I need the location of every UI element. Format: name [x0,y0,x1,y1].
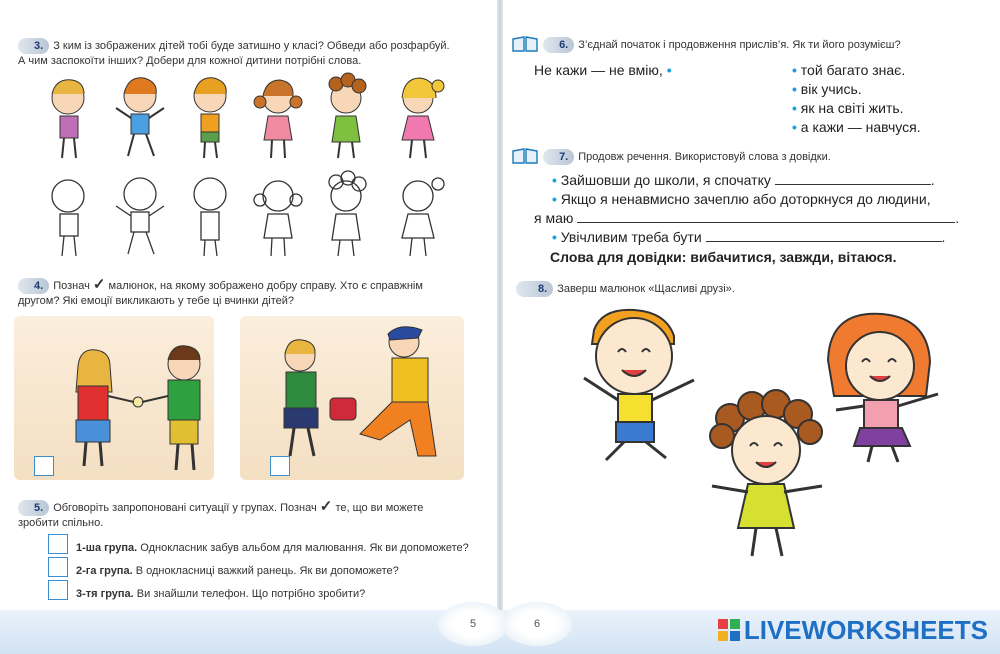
task-3-text-line1: З ким із зображених дітей тобі буде затишно у класі? Обведи або розфарбуй. [53,40,450,52]
bullet-icon: • [666,62,672,78]
book-icon [512,148,538,164]
proverb-start[interactable] [534,62,672,78]
task-7-text: Продовж речення. Використовуй слова з довідки. [578,151,831,163]
group-3-text: Ви знайшли телефон. Що потрібно зробити? [136,588,366,600]
child-surprised-colored [194,78,226,158]
sentence-3-answer-blank[interactable] [706,229,942,242]
bullet-icon: • [792,119,797,135]
task-8-text: Заверш малюнок «Щасливі друзі». [557,283,735,295]
task-6 [512,36,992,53]
task-4-text-line2: другом? Які емоції викликають у тебе ці вчинки дітей? [18,295,295,307]
task-5 [18,500,488,530]
bullet-icon: • [792,81,797,97]
scene-1-checkbox[interactable] [34,456,54,476]
group-3-item [76,587,365,601]
child-curly-hair-colored [329,73,366,158]
task-3-text-line2: А чим заспокоїти інших? Добери для кожної дитини потрібні слова. [18,55,362,67]
hint-words [550,249,896,265]
right-page [502,0,1000,654]
group-2-item [76,564,399,578]
sentence-1 [552,172,935,188]
group-1-label: 1-ша група. [76,542,138,554]
liveworksheets-logo-text: LIVEWORKSHEETS [743,615,988,645]
checkmark-icon: ✓ [92,276,106,293]
happy-boy-figure [584,310,694,460]
outline-children-illustrations[interactable] [36,170,476,262]
task-4-text-b: малюнок, на якому зображено добру справу. Хто є справжнім [108,280,423,292]
sentence-1-answer-blank[interactable] [775,172,931,185]
bullet-icon: • [792,62,797,78]
bullet-icon: • [792,100,797,116]
task-4-number: 4. [18,278,49,294]
group-2-checkbox[interactable] [48,557,68,577]
hint-words-text: вибачитися, завжди, вітаюся. [690,249,897,265]
group-3-label: 3-тя група. [76,588,134,600]
proverb-ending-1[interactable] [792,62,905,78]
group-1-text: Однокласник забув альбом для малювання. Як ви допоможете? [140,542,469,554]
task-3-number: 3. [18,38,49,54]
sentence-2-text-line1: Якщо я ненавмисно зачеплю або доторкнуся до людини, [560,191,931,207]
task-6-text: З’єднай початок і продовження прислів’я. Як ти його розумієш? [578,39,901,51]
proverb-ending-3-text: як на світі жить. [800,100,904,116]
task-4 [18,278,488,308]
liveworksheets-logo-icon [718,619,740,641]
checkmark-icon: ✓ [319,498,333,515]
task-6-number: 6. [543,37,574,53]
sentence-2-text-line2: я маю [534,210,574,226]
task-3 [18,38,488,68]
group-3-checkbox[interactable] [48,580,68,600]
task-8 [516,281,996,297]
task-7 [512,148,992,165]
child-crying-colored [52,80,84,158]
bullet-icon: • [552,191,557,207]
bullet-icon: • [552,229,557,245]
proverb-ending-3[interactable] [792,100,904,116]
task-8-number: 8. [516,281,553,297]
task-4-text-a: Познач [53,280,90,292]
task-5-number: 5. [18,500,49,516]
book-icon [512,36,538,52]
happy-curly-girl-figure [710,390,822,556]
group-1-checkbox[interactable] [48,534,68,554]
scene-2-checkbox[interactable] [270,456,290,476]
bullet-icon: • [552,172,557,188]
sentence-2-period: . [955,210,960,226]
proverb-ending-4[interactable] [792,119,921,135]
task-5-text-b: те, що ви можете [335,502,424,514]
sentence-3-text: Увічливим треба бути [560,229,702,245]
child-jumping-colored [116,78,164,156]
sentence-3 [552,229,945,245]
task-7-number: 7. [543,149,574,165]
child-girl-pigtails-colored [254,80,302,158]
proverb-start-text: Не кажи — не вмію, [534,62,663,78]
group-2-text: В однокласниці важкий ранець. Як ви допоможете? [135,565,399,577]
sentence-2-continued [534,210,959,226]
sentence-1-text: Зайшовши до школи, я спочатку [560,172,771,188]
sentence-2 [552,191,931,207]
proverb-ending-4-text: а кажи — навчуся. [800,119,921,135]
sentence-3-period: . [941,229,946,245]
sentence-2-answer-blank[interactable] [577,210,955,223]
proverb-ending-2-text: вік учись. [800,81,862,97]
page-number-right: 6 [502,602,572,646]
liveworksheets-logo[interactable] [718,615,988,646]
child-blonde-girl-colored [402,78,444,158]
book-spine [497,0,503,654]
page-number-left: 5 [438,602,508,646]
happy-friends-drawing[interactable] [562,300,982,565]
task-5-text-a: Обговоріть запропоновані ситуації у групах. Познач [53,502,317,514]
group-2-label: 2-га група. [76,565,133,577]
proverb-ending-2[interactable] [792,81,862,97]
group-1-item [76,541,469,555]
proverb-ending-1-text: той багато знає. [800,62,906,78]
task-5-text-line2: зробити спільно. [18,517,104,529]
hint-label: Слова для довідки: [550,249,687,265]
colored-children-illustrations [36,72,476,164]
left-page [0,0,498,654]
happy-red-hair-girl-figure [828,314,938,462]
sentence-1-period: . [930,172,935,188]
